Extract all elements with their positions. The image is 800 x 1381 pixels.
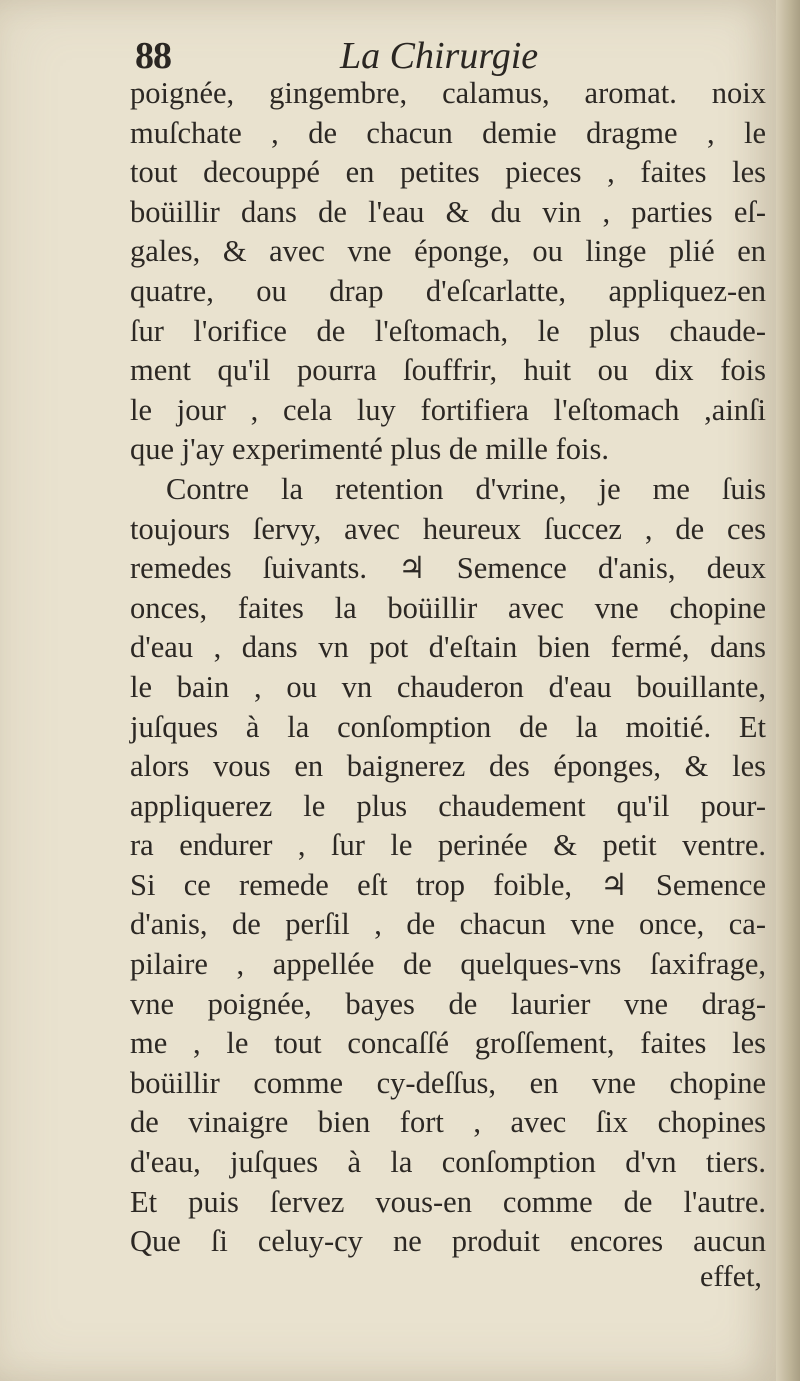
page-edge bbox=[776, 0, 800, 1381]
text-line: juſques à la conſomption de la moitié. Et bbox=[130, 709, 766, 744]
paragraph-start-line: Contre la retention d'vrine, je me ſuis bbox=[166, 471, 766, 506]
text-line: tout decouppé en petites pieces , faites les bbox=[130, 155, 766, 190]
text-line: toujours ſervy, avec heureux ſuccez , de ces bbox=[130, 511, 766, 546]
running-title: La Chirurgie bbox=[340, 35, 539, 77]
text-line: quatre, ou drap d'eſcarlatte, appliquez-en bbox=[130, 273, 766, 308]
text-line: d'anis, de perſil , de chacun vne once, ca- bbox=[130, 907, 766, 942]
body-text bbox=[130, 74, 766, 1262]
text-line: de vinaigre bien fort , avec ſix chopines bbox=[130, 1105, 766, 1140]
text-line: ſur l'orifice de l'eſtomach, le plus chaude- bbox=[130, 313, 766, 348]
text-line: ment qu'il pourra ſouffrir, huit ou dix fois bbox=[130, 353, 766, 388]
text-line: pilaire , appellée de quelques-vns ſaxifrage, bbox=[130, 947, 766, 982]
text-line: gales, & avec vne éponge, ou linge plié en bbox=[130, 234, 766, 269]
text-line: d'eau , dans vn pot d'eſtain bien fermé, dans bbox=[130, 630, 766, 665]
text-line: Et puis ſervez vous-en comme de l'autre. bbox=[130, 1184, 766, 1219]
text-line: me , le tout concaſſé groſſement, faites les bbox=[130, 1026, 766, 1061]
catchword: effet, bbox=[700, 1260, 762, 1293]
text-line: boüillir comme cy-deſſus, en vne chopine bbox=[130, 1065, 766, 1100]
text-line: alors vous en baignerez des éponges, & les bbox=[130, 749, 766, 784]
text-line: remedes ſuivants. ♃ Semence d'anis, deux bbox=[130, 551, 766, 586]
text-line: ra endurer , ſur le perinée & petit ventre. bbox=[130, 828, 766, 863]
text-line: Si ce remede eſt trop foible, ♃ Semence bbox=[130, 867, 766, 902]
text-line: poignée, gingembre, calamus, aromat. noix bbox=[130, 76, 766, 110]
text-line: appliquerez le plus chaudement qu'il pour- bbox=[130, 788, 766, 823]
text-line: boüillir dans de l'eau & du vin , parties eſ- bbox=[130, 194, 766, 229]
text-line: d'eau, juſques à la conſomption d'vn tiers. bbox=[130, 1145, 766, 1180]
text-line: Que ſi celuy-cy ne produit encores aucun bbox=[130, 1224, 766, 1259]
text-line: le bain , ou vn chauderon d'eau bouillante, bbox=[130, 669, 766, 704]
page-number: 88 bbox=[135, 35, 171, 77]
text-line: onces, faites la boüillir avec vne chopine bbox=[130, 590, 766, 625]
text-line: muſchate , de chacun demie dragme , le bbox=[130, 115, 766, 150]
text-line: vne poignée, bayes de laurier vne drag- bbox=[130, 986, 766, 1021]
text-line: le jour , cela luy fortifiera l'eſtomach ,ainſi bbox=[130, 392, 766, 427]
text-line: que j'ay experimenté plus de mille fois. bbox=[130, 432, 609, 467]
